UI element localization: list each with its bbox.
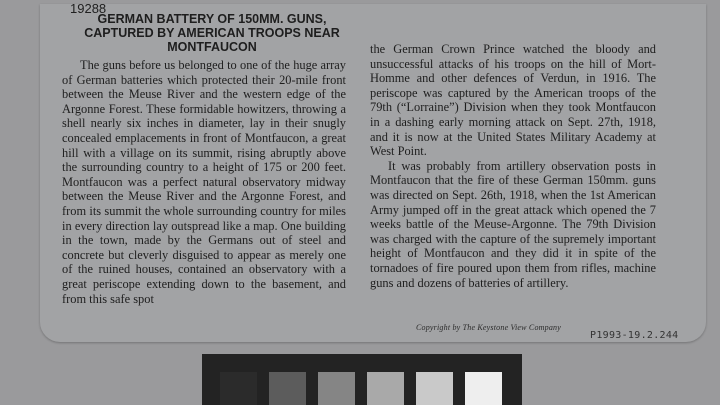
gray-patch-4 — [367, 372, 404, 405]
card-title: GERMAN BATTERY OF 150MM. GUNS, CAPTURED BY AMERICAN TROOPS NEAR MONTFAUCON — [84, 12, 340, 54]
grayscale-target — [202, 354, 522, 405]
accession-number: P1993-19.2.244 — [590, 330, 679, 341]
catalog-number: 19288 — [70, 1, 107, 16]
gray-patch-3 — [318, 372, 355, 405]
gray-patch-6 — [465, 372, 502, 405]
text-column-right — [370, 42, 656, 290]
gray-patch-1 — [220, 372, 257, 405]
gray-patch-5 — [416, 372, 453, 405]
gray-patch-2 — [269, 372, 306, 405]
copyright-line: Copyright by The Keystone View Company — [416, 323, 561, 332]
text-column-left — [62, 58, 346, 306]
paragraph-2: It was probably from artillery observation posts in Montfaucon that the fire of these German 150mm. guns was directed on Sept. 26th, 1918, when the 1st American Army jumped off in the great attack which opened the 7 weeks battle of the Meuse-Argonne. The 79th Division was charged with the capture of the supremely important height of Montfaucon and they did it in spite of the tornadoes of fire poured upon them from rifles, machine guns and dozens of batteries of artillery. — [370, 158, 656, 290]
paragraph-1: The guns before us belonged to one of the huge array of German batteries which protected their 20-mile front between the Meuse River and the western edge of the Argonne Forest. These formidable howitzers, throwing a shell nearly six inches in diameter, lay in their snugly concealed emplacements in front of Montfaucon, a great hill with a village on its summit, rising abruptly above the surrounding country to a height of 175 or 200 feet. Montfaucon was a perfect natural observatory midway between the Meuse River and the Argonne Forest, and from its summit the whole surrounding country for miles in every direction lay outspread like a map. One building in the town, made by the Germans out of steel and concrete but cleverly disguised to appear as merely one of the ruined houses, contained an observatory with a great periscope extending down to the basement, and from this safe spot — [62, 58, 346, 306]
paragraph-1-continued: the German Crown Prince watched the bloody and unsuccessful attacks of his troops on the hill of Mort-Homme and other defences of Verdun, in 1916. The periscope was captured by the American troops of the 79th (“Lorraine”) Division when they took Montfaucon in a dashing early morning attack on Sept. 27th, 1918, and it is now at the United States Military Academy at West Point. — [370, 42, 656, 159]
